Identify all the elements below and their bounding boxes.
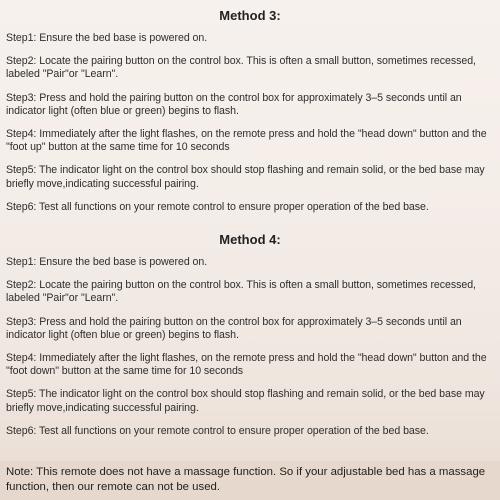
method-4-step-4: Step4: Immediately after the light flashes, on the remote press and hold the "head down" button and the "foot down" button at the same time for 10 seconds — [6, 352, 487, 378]
method-3-step-6: Step6: Test all functions on your remote control to ensure proper operation of the bed base. — [6, 200, 429, 213]
method-3-section — [6, 8, 494, 214]
method-4-section — [6, 232, 494, 438]
method-4-step-3: Step3: Press and hold the pairing button on the control box for approximately 3–5 seconds until an indicator light (often blue or green) begins to flash. — [6, 315, 462, 341]
method-4-step-2: Step2: Locate the pairing button on the control box. This is often a small button, sometimes recessed, labeled "Pair"or "Learn". — [6, 279, 476, 305]
method-3-step-3: Step3: Press and hold the pairing button on the control box for approximately 3–5 seconds until an indicator light (often blue or green) begins to flash. — [6, 91, 462, 117]
method-4-step-1: Step1: Ensure the bed base is powered on. — [6, 256, 208, 269]
method-3-step-1: Step1: Ensure the bed base is powered on. — [6, 32, 208, 44]
note-banner: Note: This remote does not have a massage function. So if your adjustable bed has a massage function, then our remote can not be used. — [0, 461, 500, 500]
method-4-step-5: Step5: The indicator light on the control box should stop flashing and remain solid, or the bed base may briefly move,indicating successful pairing. — [6, 388, 485, 414]
method-3-step-2: Step2: Locate the pairing button on the control box. This is often a small button, sometimes recessed, labeled "Pair"or "Learn". — [6, 55, 476, 81]
method-3-step-4: Step4: Immediately after the light flashes, on the remote press and hold the "head down" button and the "foot up" button at the same time for 10 seconds — [6, 128, 487, 154]
method-4-step-6: Step6: Test all functions on your remote control to ensure proper operation of the bed base. — [6, 424, 429, 437]
method-3-title: Method 3: — [219, 8, 281, 23]
method-4-title: Method 4: — [219, 232, 281, 248]
method-3-step-5: Step5: The indicator light on the control box should stop flashing and remain solid, or the bed base may briefly move,indicating successful pairing. — [6, 164, 485, 190]
